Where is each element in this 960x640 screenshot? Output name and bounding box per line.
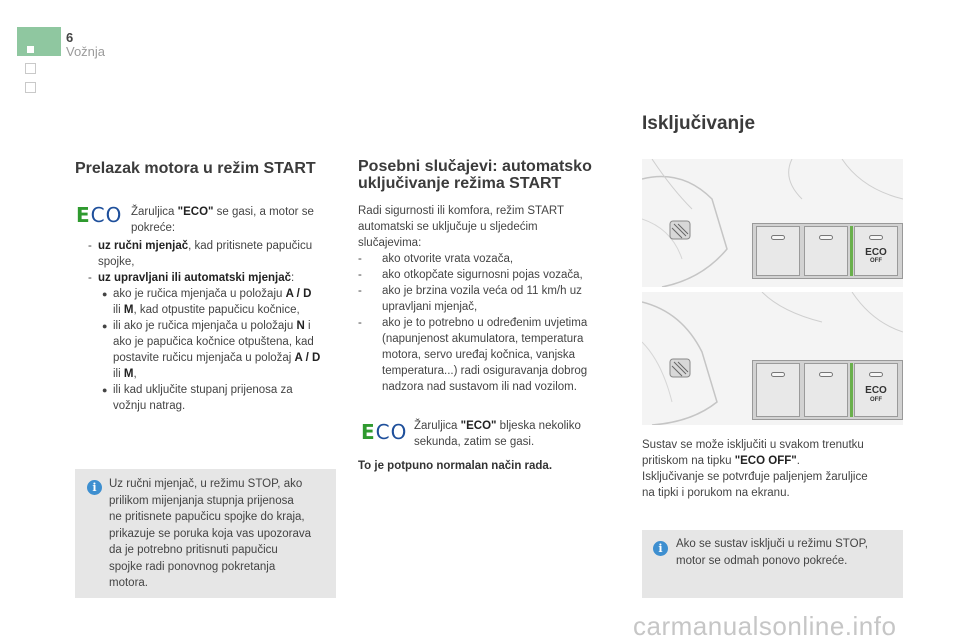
page-number: 6 bbox=[66, 30, 74, 45]
highlight-stripe bbox=[850, 226, 853, 276]
dash-marker: - bbox=[88, 272, 92, 284]
blank-switch[interactable] bbox=[756, 226, 800, 276]
switch-slot bbox=[869, 235, 883, 240]
manual-gearbox-item: uz ručni mjenjač, kad pritisnete papučicu spojke, bbox=[98, 240, 313, 268]
eco-off-button[interactable] bbox=[854, 226, 898, 276]
off-label: OFF bbox=[870, 258, 882, 264]
case-seatbelt: ako otkopčate sigurnosni pojas vozača, bbox=[382, 269, 583, 281]
info-text: Uz ručni mjenjač, u režimu STOP, ako prilikom mijenjanja stupnja prijenosa ne pritisnete papučicu spojke do kraja, prikazuje se poruka koja vas upozorava da je potrebno pritisnuti papučicu spojke radi ponovnog pokretanja motora. bbox=[109, 478, 312, 589]
eco-flash-description: Žaruljica "ECO" bljeska nekoliko sekunda, zatim se gasi. bbox=[414, 420, 581, 448]
switch-slot bbox=[819, 235, 833, 240]
blank-switch[interactable] bbox=[756, 363, 800, 417]
start-heading: Prelazak motora u režim START bbox=[75, 160, 316, 177]
bullet-item-reverse: ili kad uključite stupanj prijenosa za vožnju natrag. bbox=[113, 384, 293, 412]
info-text: Ako se sustav isključi u režimu STOP, motor se odmah ponovo pokreće. bbox=[676, 538, 868, 567]
section-title: Vožnja bbox=[66, 44, 106, 59]
auto-gearbox-item: uz upravljani ili automatski mjenjač: bbox=[98, 272, 295, 284]
intro-text: Radi sigurnosti ili komfora, režim START automatski se uključuje u sljedećim slučajevima: bbox=[358, 205, 564, 249]
eco-off-button[interactable] bbox=[854, 363, 898, 417]
info-icon: i bbox=[653, 541, 668, 556]
special-cases-heading: Posebni slučajevi: automatsko uključivanje režima START bbox=[358, 158, 592, 192]
dash-marker: - bbox=[358, 317, 362, 329]
eco-indicator-icon: ECO bbox=[76, 203, 123, 227]
watermark: carmanualsonline.info bbox=[633, 611, 897, 640]
bullet-icon: ● bbox=[102, 385, 108, 395]
dash-marker: - bbox=[358, 253, 362, 265]
outline-square-icon bbox=[25, 63, 36, 74]
bullet-icon: ● bbox=[102, 289, 108, 299]
deactivation-text: Sustav se može isključiti u svakom trenutku pritiskom na tipku "ECO OFF". Isključivanje se potvrđuje paljenjem žaruljice na tipki i porukom na ekranu. bbox=[642, 439, 868, 499]
switch-slot bbox=[771, 372, 785, 377]
eco-off-label: ECO bbox=[865, 385, 887, 396]
eco-indicator-icon: ECO bbox=[361, 420, 408, 444]
bullet-item-n: ili ako je ručica mjenjača u položaju N i ako je papučica kočnice otpuštena, kad postavite ručicu mjenjača u položaj A / D ili M, bbox=[113, 320, 321, 380]
case-speed: ako je brzina vozila veća od 11 km/h uz upravljani mjenjač, bbox=[382, 285, 582, 313]
info-icon: i bbox=[87, 480, 102, 495]
blank-switch[interactable] bbox=[804, 226, 848, 276]
highlight-stripe bbox=[850, 363, 853, 417]
switch-slot bbox=[869, 372, 883, 377]
outline-square-icon bbox=[25, 82, 36, 93]
case-conditions: ako je to potrebno u određenim uvjetima (napunjenost akumulatora, temperatura motora, servo uređaj kočnica, vanjska temperatura...) radi osiguravanja dobrog nadzora nad sustavom ili nad vozilom. bbox=[382, 317, 588, 393]
page-tab-marker bbox=[17, 27, 61, 56]
dash-marker: - bbox=[88, 240, 92, 252]
dashboard-illustration-bottom bbox=[642, 292, 903, 425]
off-label: OFF bbox=[870, 397, 882, 403]
switch-slot bbox=[819, 372, 833, 377]
eco-description: Žaruljica "ECO" se gasi, a motor se pokreće: bbox=[131, 206, 314, 234]
tab-square-icon bbox=[27, 46, 34, 53]
normal-operation-note: To je potpuno normalan način rada. bbox=[358, 460, 553, 472]
case-door: ako otvorite vrata vozača, bbox=[382, 253, 514, 265]
dashboard-illustration-top bbox=[642, 159, 903, 287]
deactivation-heading: Isključivanje bbox=[642, 113, 756, 134]
blank-switch[interactable] bbox=[804, 363, 848, 417]
bullet-item-a-d: ako je ručica mjenjača u položaju A / D ili M, kad otpustite papučicu kočnice, bbox=[113, 288, 312, 316]
info-box-stop bbox=[642, 530, 903, 598]
bullet-icon: ● bbox=[102, 321, 108, 331]
switch-slot bbox=[771, 235, 785, 240]
dash-marker: - bbox=[358, 269, 362, 281]
info-box-manual bbox=[75, 469, 336, 598]
eco-off-label: ECO bbox=[865, 247, 887, 258]
dash-marker: - bbox=[358, 285, 362, 297]
